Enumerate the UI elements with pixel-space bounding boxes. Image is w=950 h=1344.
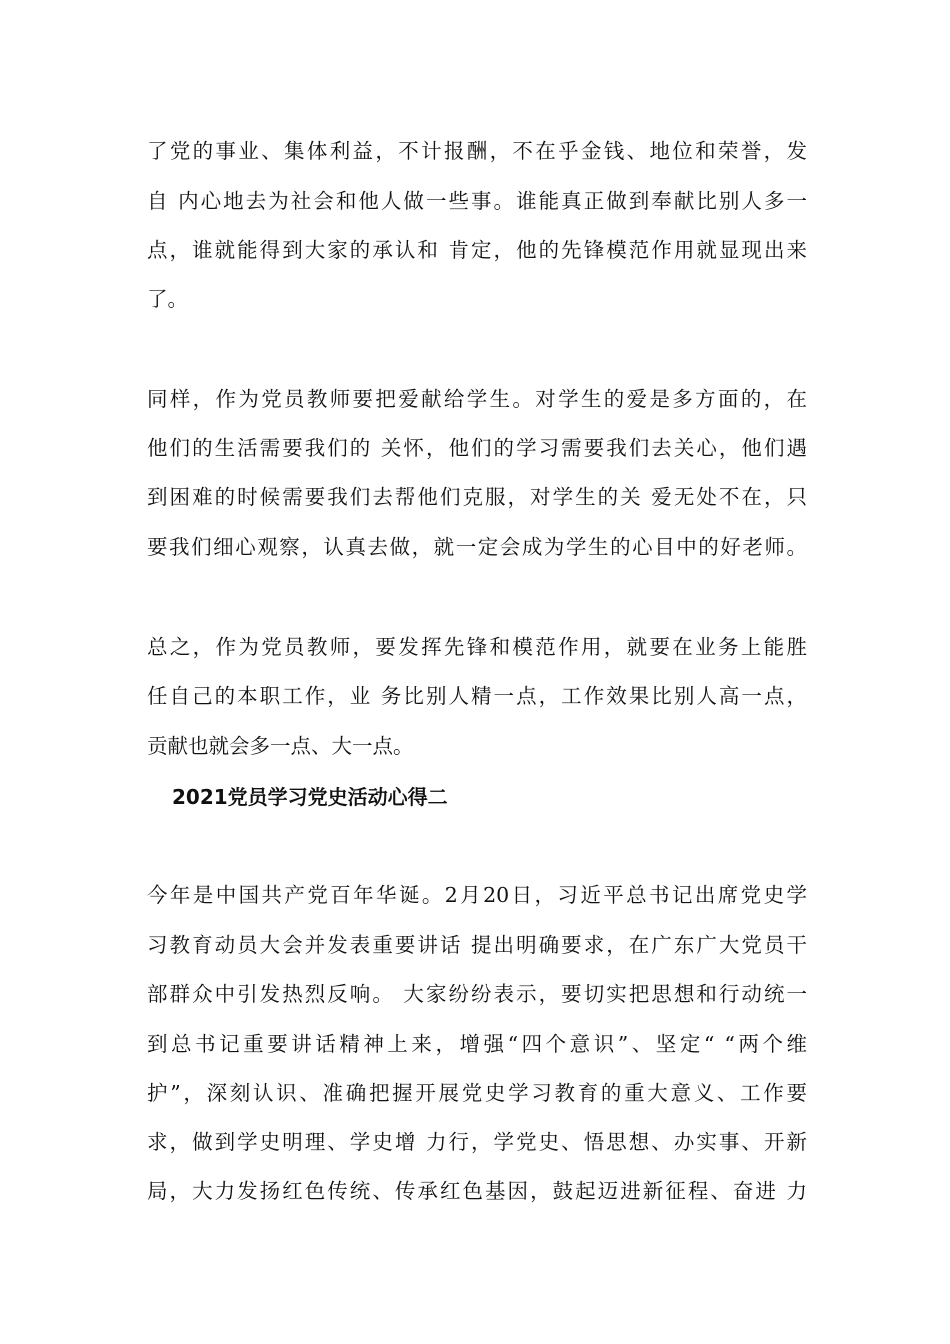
paragraph-3-line-2: 任自己的本职工作，业 务比别人精一点，工作效果比别人高一点， <box>147 684 807 708</box>
paragraph-2-line-2: 他们的生活需要我们的 关怀，他们的学习需要我们去关心，他们遇 <box>147 436 807 460</box>
section-2-line-2: 习教育动员大会并发表重要讲话 提出明确要求，在广东广大党员干 <box>147 933 807 957</box>
paragraph-1-line-1: 了党的事业、集体利益，不计报酬，不在乎金钱、地位和荣誉，发 <box>147 139 807 163</box>
section-2-line-5: 护”，深刻认识、准确把握开展党史学习教育的重大意义、工作要 <box>147 1081 807 1105</box>
section-2-line-7: 局，大力发扬红色传统、传承红色基因，鼓起迈进新征程、奋进 力 <box>147 1179 807 1203</box>
section-2-line-4: 到总书记重要讲话精神上来，增强“四个意识”、坚定“ “两个维 <box>147 1032 807 1056</box>
paragraph-2-line-4: 要我们细心观察，认真去做，就一定会成为学生的心目中的好老师。 <box>147 535 807 559</box>
paragraph-3-line-1: 总之，作为党员教师，要发挥先锋和模范作用，就要在业务上能胜 <box>147 635 807 659</box>
paragraph-3-line-3: 贡献也就会多一点、大一点。 <box>147 734 414 758</box>
section-2-line-1: 今年是中国共产党百年华诞。2月20日，习近平总书记出席党史学 <box>147 883 807 907</box>
paragraph-1-line-3: 点，谁就能得到大家的承认和 肯定，他的先锋模范作用就显现出来 <box>147 238 807 262</box>
section-2-line-6: 求，做到学史明理、学史增 力行，学党史、悟思想、办实事、开新 <box>147 1130 807 1154</box>
paragraph-2-line-1: 同样，作为党员教师要把爱献给学生。对学生的爱是多方面的，在 <box>147 387 807 411</box>
section-2-line-3: 部群众中引发热烈反响。 大家纷纷表示，要切实把思想和行动统一 <box>147 982 807 1006</box>
paragraph-1-line-2: 自 内心地去为社会和他人做一些事。谁能真正做到奉献比别人多一 <box>147 189 807 213</box>
paragraph-2-line-3: 到困难的时候需要我们去帮他们克服，对学生的关 爱无处不在，只 <box>147 485 807 509</box>
paragraph-1-line-4: 了。 <box>147 287 188 311</box>
section-heading: 2021党员学习党史活动心得二 <box>172 785 448 809</box>
